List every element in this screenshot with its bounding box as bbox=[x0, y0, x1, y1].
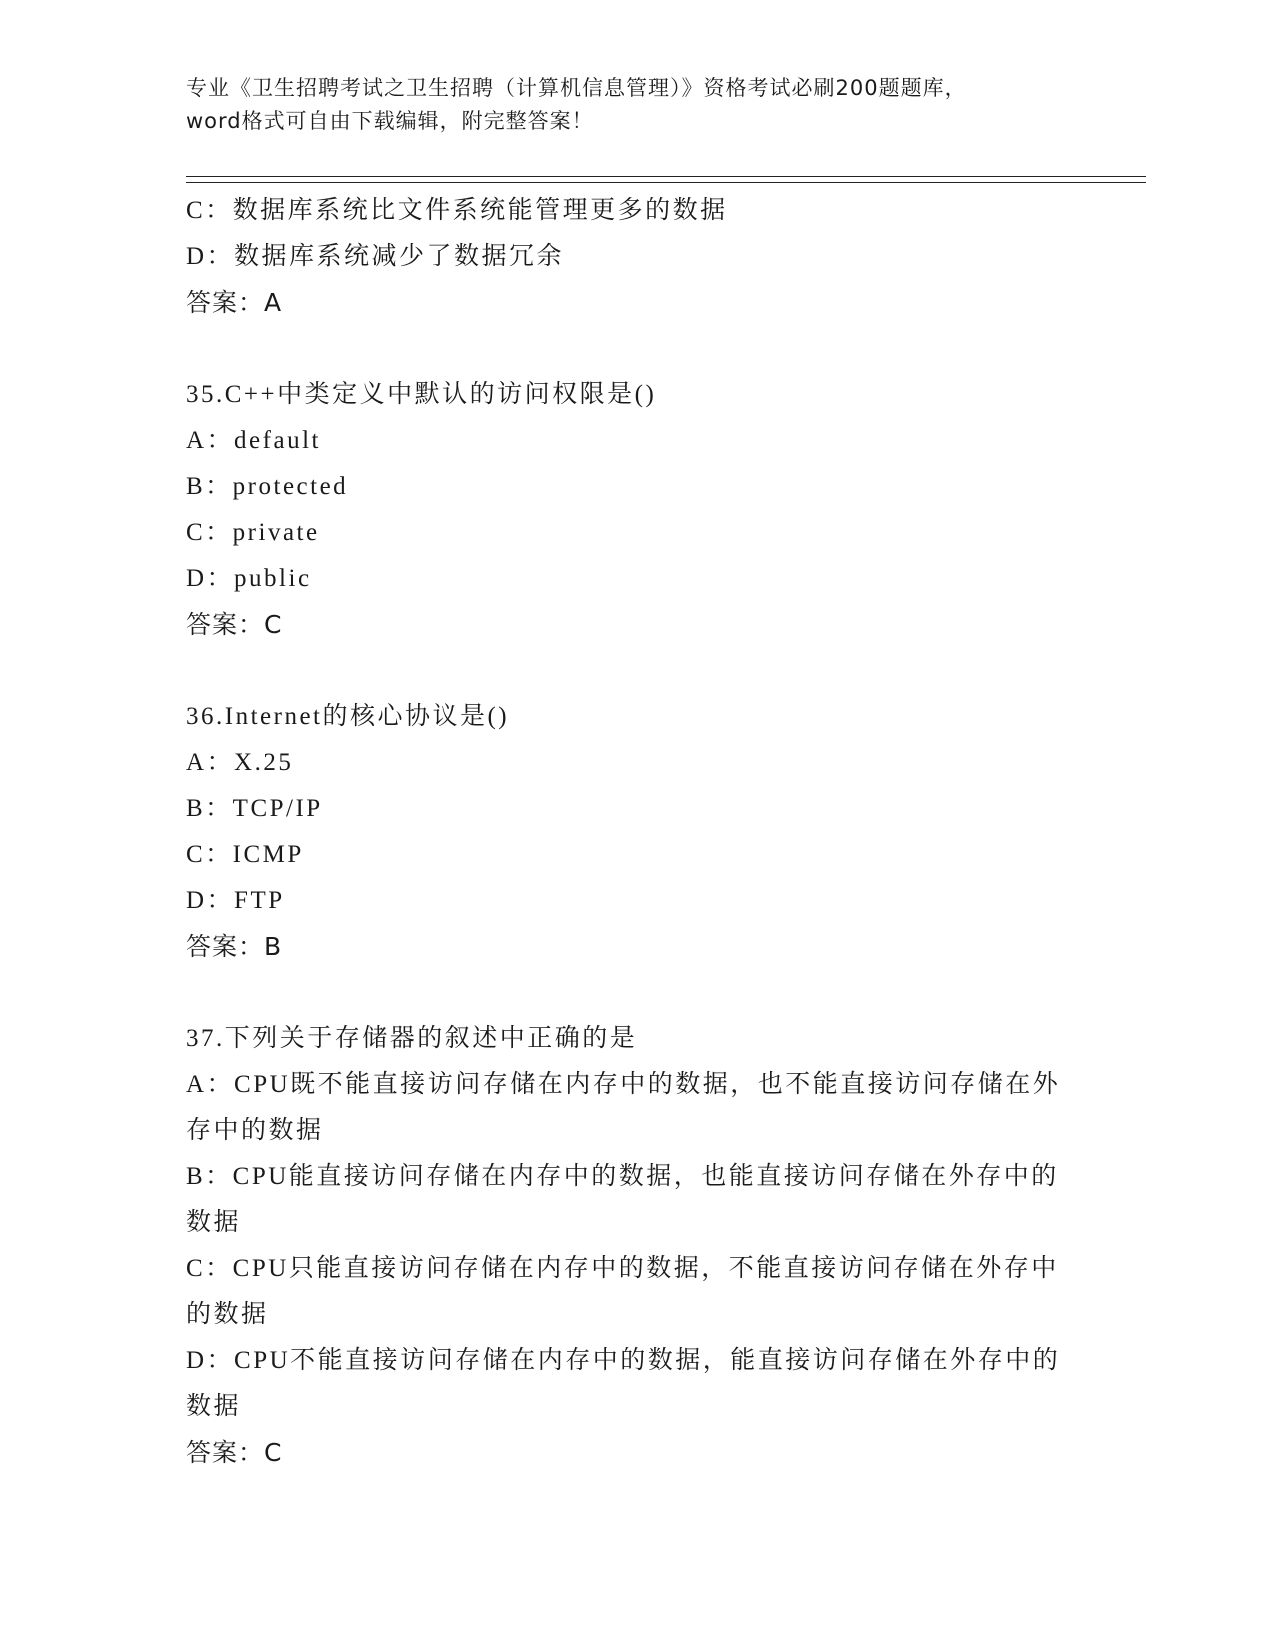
option-c: C：CPU只能直接访问存储在内存中的数据，不能直接访问存储在外存中的数据 bbox=[186, 1255, 1059, 1328]
option-c: C：private bbox=[186, 519, 320, 546]
header-divider-top bbox=[186, 176, 1146, 177]
question-content bbox=[186, 188, 1066, 1476]
document-header bbox=[186, 72, 1066, 138]
previous-question-tail bbox=[186, 188, 1066, 326]
question-stem: 35.C++中类定义中默认的访问权限是() bbox=[186, 381, 657, 408]
answer-line: 答案：C bbox=[186, 1438, 283, 1467]
option-b: B：CPU能直接访问存储在内存中的数据，也能直接访问存储在外存中的数据 bbox=[186, 1163, 1059, 1236]
question-36 bbox=[186, 694, 1066, 970]
answer-line: 答案：B bbox=[186, 932, 283, 961]
header-line-2: word格式可自由下载编辑，附完整答案！ bbox=[186, 109, 594, 133]
option-b: B：TCP/IP bbox=[186, 795, 323, 822]
question-35 bbox=[186, 372, 1066, 648]
option-d: D：数据库系统减少了数据冗余 bbox=[186, 243, 565, 270]
option-d: D：FTP bbox=[186, 887, 285, 914]
option-a: A：CPU既不能直接访问存储在内存中的数据，也不能直接访问存储在外存中的数据 bbox=[186, 1071, 1061, 1144]
option-c: C：ICMP bbox=[186, 841, 304, 868]
answer-line: 答案：C bbox=[186, 610, 283, 639]
question-stem: 37.下列关于存储器的叙述中正确的是 bbox=[186, 1025, 638, 1052]
option-a: A：X.25 bbox=[186, 749, 294, 776]
header-line-1: 专业《卫生招聘考试之卫生招聘（计算机信息管理）》资格考试必刷200题题库， bbox=[186, 76, 967, 100]
answer-line: 答案：A bbox=[186, 288, 283, 317]
option-d: D：CPU不能直接访问存储在内存中的数据，能直接访问存储在外存中的数据 bbox=[186, 1347, 1061, 1420]
header-divider-bottom bbox=[186, 182, 1146, 183]
option-c: C：数据库系统比文件系统能管理更多的数据 bbox=[186, 197, 728, 224]
question-37 bbox=[186, 1016, 1066, 1476]
option-d: D：public bbox=[186, 565, 312, 592]
question-stem: 36.Internet的核心协议是() bbox=[186, 703, 510, 730]
option-a: A：default bbox=[186, 427, 321, 454]
option-b: B：protected bbox=[186, 473, 349, 500]
